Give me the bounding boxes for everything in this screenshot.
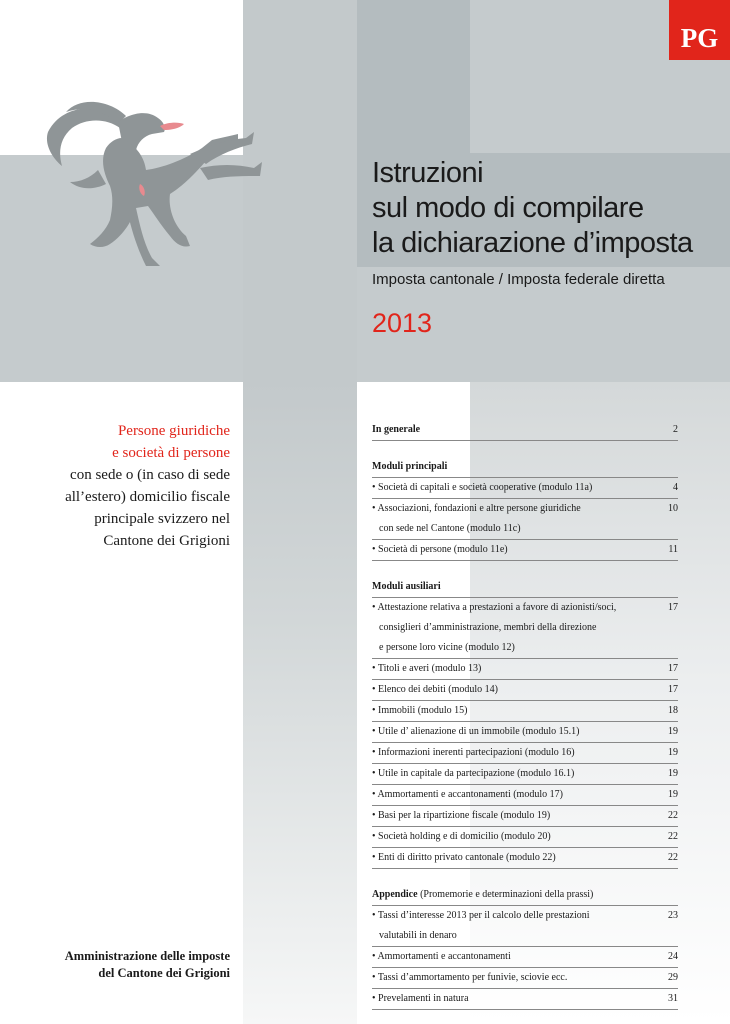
toc-entry-label — [372, 478, 592, 498]
toc-entry-label — [372, 968, 567, 988]
toc-entry-page: 10 — [668, 503, 678, 514]
toc-main-heading: Moduli principali — [372, 457, 678, 478]
audience-line-2: all’estero) domicilio fiscale — [65, 489, 230, 505]
audience-line-4: Cantone dei Grigioni — [103, 533, 230, 549]
toc-aux-list — [372, 598, 678, 869]
page-subtitle: Imposta cantonale / Imposta federale diretta — [372, 271, 665, 288]
table-of-contents — [372, 420, 678, 1010]
toc-entry[interactable] — [372, 659, 678, 680]
toc-entry-page: 17 — [668, 684, 678, 695]
toc-entry[interactable] — [372, 499, 678, 540]
audience-line-3: principale svizzero nel — [94, 511, 230, 527]
toc-entry-line: • Tassi d’ammortamento per funivie, sciovie ecc. — [372, 972, 568, 983]
toc-entry-line: con sede nel Cantone (modulo 11c) — [379, 523, 521, 534]
toc-entry-line: • Enti di diritto privato cantonale (modulo 22) — [372, 852, 556, 863]
issuer-line-1: Amministrazione delle imposte — [64, 949, 230, 963]
audience-red-line-2: e società di persone — [112, 445, 230, 461]
toc-entry[interactable] — [372, 989, 678, 1010]
toc-entry-line: • Informazioni inerenti partecipazioni (modulo 16) — [372, 747, 575, 758]
toc-entry[interactable] — [372, 764, 678, 785]
toc-entry-label — [372, 827, 551, 847]
toc-entry-line: • Immobili (modulo 15) — [372, 705, 468, 716]
toc-appendix-heading — [372, 885, 678, 906]
toc-entry-label — [372, 764, 574, 784]
toc-entry-line: valutabili in denaro — [379, 930, 457, 941]
toc-entry-line: • Utile in capitale da partecipazione (modulo 16.1) — [372, 768, 575, 779]
toc-entry[interactable] — [372, 722, 678, 743]
toc-general-page: 2 — [673, 424, 678, 435]
toc-entry-line: • Utile d’ alienazione di un immobile (modulo 15.1) — [372, 726, 580, 737]
toc-entry-label — [372, 659, 481, 679]
toc-entry-label — [372, 989, 469, 1009]
toc-entry[interactable] — [372, 598, 678, 659]
toc-entry-page: 22 — [668, 810, 678, 821]
toc-entry-page: 24 — [668, 951, 678, 962]
toc-entry-line: • Elenco dei debiti (modulo 14) — [372, 684, 498, 695]
toc-entry[interactable] — [372, 743, 678, 764]
toc-entry-page: 22 — [668, 852, 678, 863]
toc-entry-label — [372, 680, 498, 700]
toc-entry-page: 4 — [673, 482, 678, 493]
toc-entry-label — [372, 540, 508, 560]
toc-entry-line: e persone loro vicine (modulo 12) — [379, 642, 515, 653]
toc-entry-page: 29 — [668, 972, 678, 983]
toc-entry[interactable] — [372, 540, 678, 561]
toc-entry[interactable] — [372, 947, 678, 968]
toc-entry-line: • Basi per la ripartizione fiscale (modulo 19) — [372, 810, 551, 821]
toc-entry-page: 18 — [668, 705, 678, 716]
toc-entry-page: 19 — [668, 768, 678, 779]
toc-entry-label — [372, 499, 581, 539]
issuer-footer — [0, 948, 230, 982]
toc-entry-page: 17 — [668, 663, 678, 674]
toc-entry-page: 19 — [668, 726, 678, 737]
toc-entry-label — [372, 743, 575, 763]
toc-entry[interactable] — [372, 906, 678, 947]
toc-entry-label — [372, 701, 467, 721]
toc-entry[interactable] — [372, 680, 678, 701]
toc-entry-page: 22 — [668, 831, 678, 842]
toc-entry[interactable] — [372, 478, 678, 499]
page-title — [372, 156, 693, 261]
toc-entry-label — [372, 722, 579, 742]
toc-entry[interactable] — [372, 806, 678, 827]
toc-entry-line: • Prevelamenti in natura — [372, 993, 469, 1004]
audience-text — [0, 420, 230, 552]
toc-appendix-list — [372, 906, 678, 1010]
toc-entry-label — [372, 598, 616, 658]
toc-entry-line: • Ammortamenti e accantonamenti — [372, 951, 511, 962]
toc-entry[interactable] — [372, 785, 678, 806]
toc-entry-page: 19 — [668, 789, 678, 800]
capricorn-ibex-icon — [40, 98, 270, 273]
toc-entry-page: 17 — [668, 602, 678, 613]
toc-entry-line: • Società holding e di domicilio (modulo 20) — [372, 831, 551, 842]
toc-entry-label — [372, 947, 511, 967]
toc-entry-line: • Società di capitali e società cooperative (modulo 11a) — [372, 482, 593, 493]
toc-entry-line: • Titoli e averi (modulo 13) — [372, 663, 482, 674]
toc-entry-line: • Attestazione relativa a prestazioni a favore di azionisti/soci, — [372, 602, 617, 613]
toc-entry-page: 11 — [668, 544, 678, 555]
title-line-2: sul modo di compilare — [372, 192, 644, 224]
toc-general-label: In generale — [372, 424, 421, 435]
issuer-line-2: del Cantone dei Grigioni — [98, 966, 230, 980]
pg-badge: PG — [669, 0, 730, 60]
toc-general-row[interactable] — [372, 420, 678, 441]
toc-entry-line: • Tassi d’interesse 2013 per il calcolo delle prestazioni — [372, 910, 590, 921]
toc-aux-heading: Moduli ausiliari — [372, 577, 678, 598]
toc-entry-line: consiglieri d’amministrazione, membri della direzione — [379, 622, 597, 633]
year-label: 2013 — [372, 308, 433, 338]
toc-entry[interactable] — [372, 827, 678, 848]
toc-entry-line: • Associazioni, fondazioni e altre persone giuridiche — [372, 503, 581, 514]
toc-entry-line: • Ammortamenti e accantonamenti (modulo 17) — [372, 789, 563, 800]
toc-entry-label — [372, 806, 550, 826]
title-line-3: la dichiarazione d’imposta — [372, 227, 693, 259]
toc-entry-label — [372, 785, 563, 805]
toc-entry-label — [372, 906, 590, 946]
toc-entry[interactable] — [372, 848, 678, 869]
toc-entry[interactable] — [372, 968, 678, 989]
toc-appendix-title: Appendice — [372, 889, 418, 900]
toc-entry-line: • Società di persone (modulo 11e) — [372, 544, 508, 555]
toc-appendix-note: (Promemorie e determinazioni della prassi) — [420, 889, 594, 900]
title-line-1: Istruzioni — [372, 157, 484, 189]
toc-entry-label — [372, 848, 556, 868]
toc-entry-page: 31 — [668, 993, 678, 1004]
toc-main-list — [372, 478, 678, 561]
audience-line-1: con sede o (in caso di sede — [70, 467, 230, 483]
audience-red-line-1: Persone giuridiche — [117, 423, 230, 439]
toc-entry[interactable] — [372, 701, 678, 722]
toc-entry-page: 19 — [668, 747, 678, 758]
toc-entry-page: 23 — [668, 910, 678, 921]
background-block-right-top — [357, 0, 470, 153]
